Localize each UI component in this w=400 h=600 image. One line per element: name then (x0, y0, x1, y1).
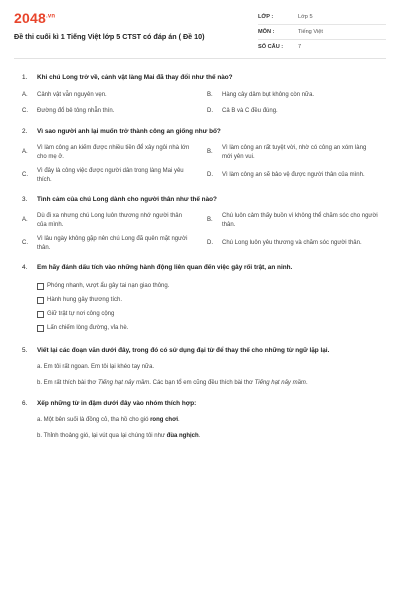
line-text: a. Em tôi rất ngoan. Em tôi lại khéo tay nữa. (37, 364, 155, 370)
option-b[interactable] (207, 212, 378, 229)
option-letter: C. (22, 240, 28, 247)
checkbox-icon[interactable] (37, 325, 44, 332)
option-a[interactable] (22, 144, 193, 161)
checklist-item-text: Lấn chiếm lòng đường, vỉa hè. (47, 325, 129, 331)
meta-row-class (258, 10, 386, 25)
checklist (22, 279, 378, 335)
questions-list (0, 59, 400, 441)
option-c[interactable] (22, 235, 193, 252)
checklist-item[interactable] (22, 307, 378, 321)
option-c[interactable] (22, 167, 193, 184)
logo-suffix: .vn (45, 13, 56, 20)
question-text: Vì sao người anh lại muốn trở thành công an giống như bố? (37, 128, 221, 135)
question-3 (22, 195, 378, 252)
question-2 (22, 127, 378, 184)
question-number: 4. (22, 264, 28, 271)
question-6 (22, 399, 378, 441)
option-letter: A. (22, 217, 28, 224)
line-text: . (198, 433, 201, 439)
exercise-line-a (37, 363, 378, 372)
question-text: Tình cảm của chú Long dành cho người thân như thế nào? (37, 196, 217, 203)
option-letter: D. (207, 240, 213, 247)
document-title: Đề thi cuối kì 1 Tiếng Việt lớp 5 CTST có đáp án ( Đề 10) (14, 32, 205, 41)
option-letter: D. (207, 107, 213, 114)
meta-key: MÔN : (258, 29, 275, 35)
option-text: Đường đổ bê tông nhẵn thín. (37, 107, 115, 114)
question-title (22, 73, 378, 82)
exercise-lines (22, 363, 378, 388)
logo-text: 2048 (14, 10, 46, 26)
option-c[interactable] (22, 106, 193, 116)
exercise-lines (22, 416, 378, 441)
meta-key: SỐ CÂU : (258, 44, 284, 50)
option-text: Vì lâu ngày không gặp nên chú Long đã quên mặt người thân. (37, 236, 188, 251)
option-letter: B. (207, 149, 213, 156)
checklist-item[interactable] (22, 279, 378, 293)
line-text: b. Thỉnh thoảng gió, lại vút qua lại chúng tôi như (37, 433, 167, 439)
checkbox-icon[interactable] (37, 297, 44, 304)
question-title (22, 346, 378, 355)
question-4 (22, 263, 378, 335)
option-a[interactable] (22, 90, 193, 100)
option-text: Chú luôn cảm thấy buồn vì không thể chăm sóc cho người thân. (222, 213, 378, 228)
line-text: . (178, 417, 180, 423)
question-5 (22, 346, 378, 388)
checklist-item-text: Giữ trật tự nơi công cộng (47, 311, 115, 317)
option-b[interactable] (207, 144, 378, 161)
option-text: Hàng cây dâm bụt không còn nữa. (222, 91, 315, 98)
question-title (22, 399, 378, 408)
question-number: 3. (22, 196, 28, 203)
exercise-line-b (37, 432, 378, 441)
line-text: . (305, 380, 308, 386)
meta-row-subject (258, 25, 386, 40)
poem-title: Tiếng hạt nảy mầm (97, 380, 150, 386)
meta-key: LỚP : (258, 14, 274, 20)
question-number: 6. (22, 400, 28, 407)
checkbox-icon[interactable] (37, 283, 44, 290)
option-text: Vì đây là công việc được người dân trong làng Mai yêu thích. (37, 168, 184, 183)
option-letter: C. (22, 172, 28, 179)
header (0, 0, 400, 58)
option-text: Vì làm công an rất tuyệt vời, nhờ có công an xóm làng mới yên vui. (222, 145, 367, 160)
option-text: Vì làm công an kiếm được nhiều tiền để xây ngôi nhà lớn cho mẹ ở. (37, 145, 190, 160)
brand (14, 10, 205, 58)
option-text: Chú Long luôn yêu thương và chăm sóc người thân. (222, 240, 362, 247)
bold-word: rong chơi (150, 417, 179, 423)
question-number: 2. (22, 128, 28, 135)
option-d[interactable] (207, 167, 378, 184)
options-grid (22, 212, 378, 252)
question-number: 1. (22, 74, 28, 81)
question-text: Em hãy đánh dấu tích vào những hành động liên quan đến việc gây rối trật, an ninh. (37, 264, 293, 271)
option-text: Cảnh vật vẫn nguyên vẹn. (37, 91, 107, 98)
site-logo[interactable] (14, 10, 205, 26)
question-text: Khi chú Long trở về, cảnh vật làng Mai đã thay đổi như thế nào? (37, 74, 233, 81)
option-text: Dù đi xa nhưng chú Long luôn thương nhớ người thân của mình. (37, 213, 182, 228)
checkbox-icon[interactable] (37, 311, 44, 318)
meta-table (258, 10, 386, 58)
line-text: a. Một bên suối là đồng cỏ, tha hồ cho gió (37, 417, 151, 423)
poem-title: Tiếng hạt nảy mầm (254, 380, 306, 386)
exercise-line-a (37, 416, 378, 425)
question-title (22, 127, 378, 136)
option-b[interactable] (207, 90, 378, 100)
option-letter: A. (22, 149, 28, 156)
checklist-item[interactable] (22, 293, 378, 307)
option-letter: B. (207, 217, 213, 224)
option-text: Cả B và C đều đúng. (222, 107, 278, 114)
option-d[interactable] (207, 235, 378, 252)
question-title (22, 263, 378, 272)
checklist-item[interactable] (22, 321, 378, 335)
question-text: Xếp những từ in đậm dưới đây vào nhóm thích hợp: (37, 400, 197, 407)
question-number: 5. (22, 347, 28, 354)
line-text: b. Em rất thích bài thơ (37, 380, 98, 386)
checklist-item-text: Hành hung gây thương tích. (47, 297, 122, 303)
bold-word: đùa nghịch (166, 433, 199, 439)
option-a[interactable] (22, 212, 193, 229)
meta-value: 7 (298, 44, 302, 50)
meta-value: Tiếng Việt (298, 29, 323, 35)
meta-value: Lớp 5 (298, 14, 313, 20)
option-letter: B. (207, 91, 213, 98)
option-text: Vì làm công an sẽ bảo vệ được người thân của mình. (222, 172, 365, 179)
meta-row-count (258, 40, 386, 54)
options-grid (22, 144, 378, 184)
option-d[interactable] (207, 106, 378, 116)
option-letter: C. (22, 107, 28, 114)
question-1 (22, 73, 378, 116)
question-text: Viết lại các đoạn văn dưới đây, trong đó có sử dụng đại từ để thay thế cho những từ ngữ lặp lại. (37, 347, 330, 354)
exercise-line-b (37, 379, 378, 388)
option-letter: A. (22, 91, 28, 98)
option-letter: D. (207, 172, 213, 179)
checklist-item-text: Phóng nhanh, vượt ẩu gây tai nạn giao thông. (47, 283, 170, 289)
line-text: . Các bạn tổ em cũng đều thích bài thơ (149, 380, 255, 386)
question-title (22, 195, 378, 204)
options-grid (22, 90, 378, 116)
